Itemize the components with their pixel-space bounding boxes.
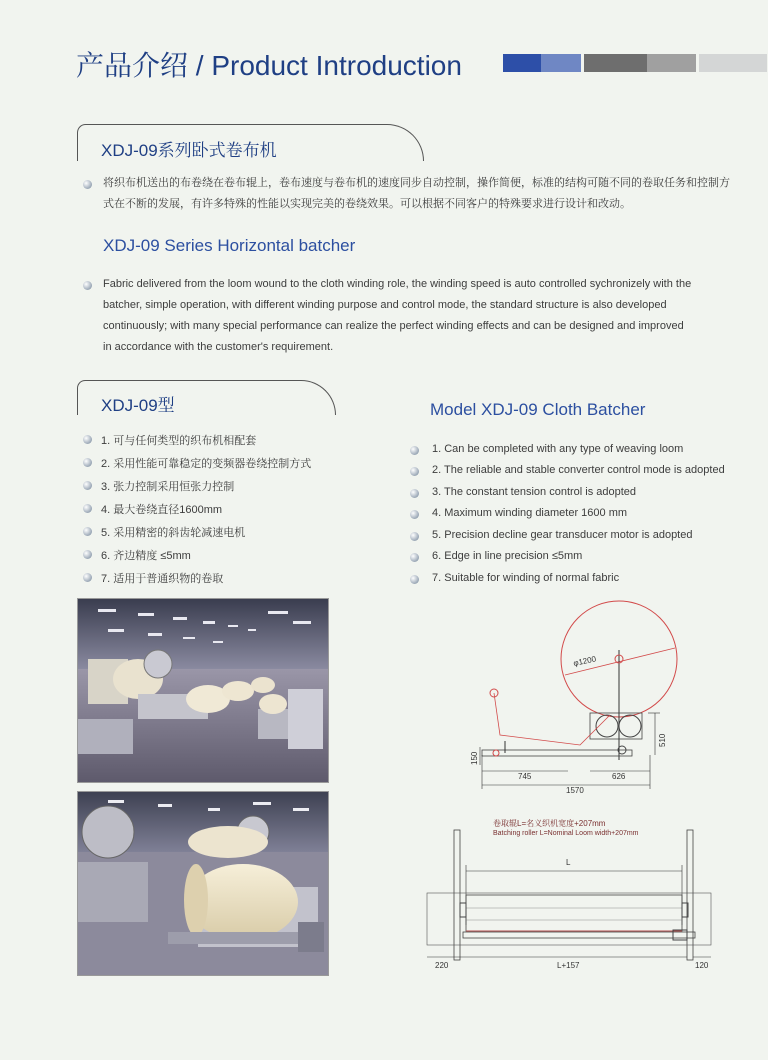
page-title: 产品介绍 / Product Introduction <box>76 50 462 81</box>
color-block <box>584 54 647 72</box>
bullet-icon <box>83 281 92 290</box>
feature-en-item: 3. The constant tension control is adopted <box>432 486 637 498</box>
description-line: 将织布机送出的布卷绕在卷布辊上，卷布速度与卷布机的速度同步自动控制，操作简便，标准的结构可随不同的卷取任务和控制方 <box>103 177 730 189</box>
feature-en-item: 5. Precision decline gear transducer motor is adopted <box>432 529 693 541</box>
dim-label: 150 <box>470 751 479 765</box>
side-view-diagram <box>470 595 680 800</box>
bullet-icon <box>83 573 92 582</box>
bullet-icon <box>83 550 92 559</box>
bullet-icon <box>83 458 92 467</box>
series-tab-label: XDJ-09系列卧式卷布机 <box>101 141 277 160</box>
feature-en-item: 4. Maximum winding diameter 1600 mm <box>432 507 628 519</box>
bullet-icon <box>410 532 419 541</box>
description-line: continuously; with many special performance can realize the perfect winding effects and can be designed and improved <box>103 320 684 332</box>
front-caption-en: Batching roller L=Nominal Loom width+207mm <box>493 830 639 837</box>
feature-cn-item: 5. 采用精密的斜齿轮减速电机 <box>101 527 246 539</box>
feature-cn-item: 3. 张力控制采用恒张力控制 <box>101 481 235 493</box>
bullet-icon <box>83 504 92 513</box>
series-english-heading: XDJ-09 Series Horizontal batcher <box>103 236 356 255</box>
front-caption-cn: 卷取辊L=名义织机宽度+207mm <box>493 819 606 828</box>
bullet-icon <box>83 180 92 189</box>
batcher-closeup-photo <box>77 791 329 976</box>
description-line: in accordance with the customer's requirement. <box>103 341 334 353</box>
dim-label: 120 <box>695 961 709 970</box>
description-line: batcher, simple operation, with different winding purpose and control mode, the standard structure is also developed <box>103 299 667 311</box>
bullet-icon <box>83 435 92 444</box>
feature-en-item: 7. Suitable for winding of normal fabric <box>432 572 620 584</box>
dim-label: 626 <box>612 772 626 781</box>
feature-cn-item: 6. 齐边精度 ≤5mm <box>101 550 191 562</box>
color-block <box>647 54 696 72</box>
bullet-icon <box>410 575 419 584</box>
dim-label: 745 <box>518 772 532 781</box>
color-block <box>699 54 767 72</box>
series-chinese-description <box>103 173 753 215</box>
description-line: Fabric delivered from the loom wound to the cloth winding role, the winding speed is auto controlled sychronizely with the <box>103 278 692 290</box>
feature-cn-item: 7. 适用于普通织物的卷取 <box>101 573 224 585</box>
dim-label: 510 <box>658 733 667 747</box>
bullet-icon <box>410 489 419 498</box>
bullet-icon <box>83 481 92 490</box>
series-english-description <box>103 274 753 358</box>
model-tab-label: XDJ-09型 <box>101 396 175 415</box>
color-block <box>503 54 541 72</box>
dim-label: 1570 <box>566 786 584 795</box>
feature-cn-item: 1. 可与任何类型的织布机相配套 <box>101 435 257 447</box>
dim-label: L <box>566 858 571 867</box>
bullet-icon <box>410 467 419 476</box>
bullet-icon <box>410 446 419 455</box>
front-view-diagram <box>425 825 715 975</box>
feature-en-item: 6. Edge in line precision ≤5mm <box>432 550 583 562</box>
bullet-icon <box>410 553 419 562</box>
description-line: 式在不断的发展，有许多特殊的性能以实现完美的卷绕效果。可以根据不同客户的特殊要求进行设计和改动。 <box>103 198 631 210</box>
dim-label: L+157 <box>557 961 580 970</box>
dim-label: 220 <box>435 961 449 970</box>
model-english-heading: Model XDJ-09 Cloth Batcher <box>430 400 646 419</box>
feature-en-item: 1. Can be completed with any type of weaving loom <box>432 443 684 455</box>
feature-cn-item: 2. 采用性能可靠稳定的变频器卷绕控制方式 <box>101 458 312 470</box>
bullet-icon <box>83 527 92 536</box>
feature-cn-item: 4. 最大卷绕直径1600mm <box>101 504 223 516</box>
diameter-label: φ1200 <box>572 654 597 668</box>
bullet-icon <box>410 510 419 519</box>
weaving-hall-photo <box>77 598 329 783</box>
feature-en-item: 2. The reliable and stable converter control mode is adopted <box>432 464 725 476</box>
title-color-bar <box>503 54 767 72</box>
color-block <box>541 54 581 72</box>
